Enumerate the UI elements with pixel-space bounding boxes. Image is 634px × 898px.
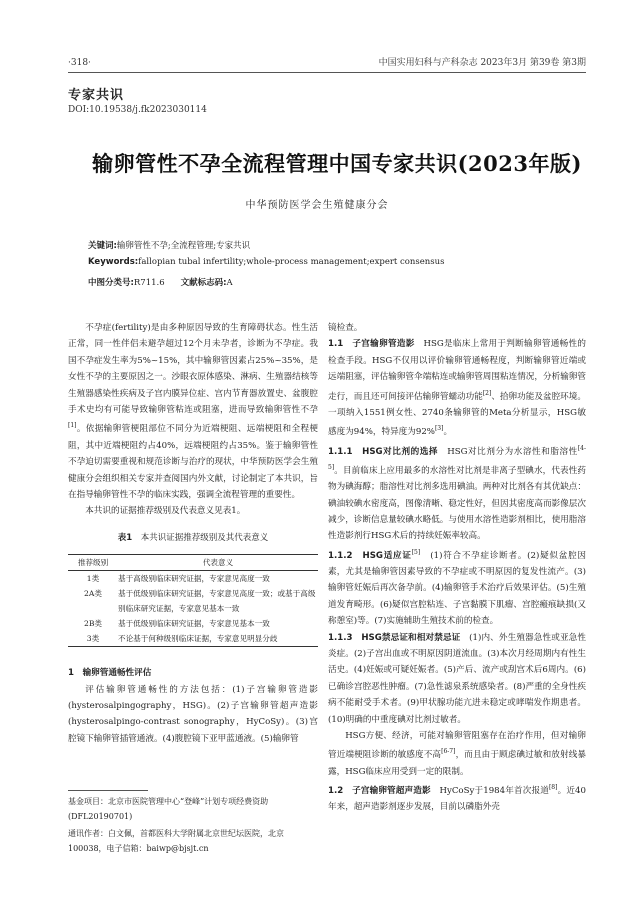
- table-cell: 基于低级别临床研究证据，专家意见高度一致；或基于高级别临床研究证据，专家意见基本一致: [118, 589, 316, 614]
- section-1-1-1-text-2: 。目前临床上应用最多的水溶性对比剂是非离子型碘水，代表性药物为碘海醇；脂溶性对比剂多选用碘油。两种对比剂各有其优缺点：碘油较碘水密度高，图像清晰、稳定性好，但因其密度高而影像层次减少，诊断信息量较碘水略低。与使用水溶性造影剂相比，使用脂溶性造影剂行HSG术后的持续妊娠率较高。: [328, 465, 586, 542]
- footnote-fund: 基金项目：北京市医院管理中心“登峰”计划专项经费资助(DFL20190701): [68, 797, 269, 821]
- citation-3[interactable]: [3]: [434, 425, 444, 433]
- doc-code-label: 文献标志码:: [180, 278, 227, 288]
- section-1-heading: 1 输卵管通畅性评估: [68, 668, 152, 679]
- clc-value: R711.6: [133, 278, 165, 288]
- table-header-row: [68, 555, 318, 571]
- section-1-1-3-heading: 1.1.3 HSG禁忌证和相对禁忌证: [328, 632, 461, 643]
- citation-4-5[interactable]: [4-5]: [328, 444, 586, 471]
- intro-paragraph-2: 本共识的证据推荐级别及代表意义见表1。: [85, 506, 246, 517]
- intro-text-1: 不孕症(fertility)是由多种原因导致的生育障碍状态。性生活正常，同一性伴侣未避孕超过12个月未孕者，诊断为不孕症。我国不孕症发生率为5%~15%，其中输卵管因素占25%~35%，是女性不孕的主要原因之一。沙眼衣原体感染、淋病、生殖器结核等生殖器感染性疾病及子宫内膜异位症、宫内节育器放置史、盆腹腔手术史均有可能导致输卵管粘连或阻塞，进而导致输卵管性不孕: [68, 323, 318, 416]
- correspondence-text: 白文佩，首都医科大学附属北京世纪坛医院，北京 100038，电子信箱：baiwp@bjsjt.cn: [68, 829, 284, 853]
- section-1-1-text: HSG是临床上常用于判断输卵管通畅性的检查手段。HSG不仅用以评价输卵管通畅程度，判断输卵管近端或远端阻塞，评估输卵管伞端粘连或输卵管周围粘连情况，分析输卵管走行，而且还可间接评估输卵管蠕动功能: [328, 339, 586, 402]
- header-rule: [68, 72, 586, 73]
- keywords-en-label: Keywords:: [88, 257, 139, 267]
- journal-name: 中国实用妇科与产科杂志 2023年3月 第39卷 第3期: [378, 58, 586, 68]
- author-org: 中华预防医学会生殖健康分会: [245, 200, 389, 211]
- citation-2[interactable]: [2]: [482, 389, 492, 397]
- classification-line: [88, 276, 233, 288]
- table-cell: 2A类: [84, 589, 102, 599]
- keywords-cn: [88, 239, 250, 251]
- citation-8[interactable]: [8]: [548, 784, 558, 792]
- hsg-limitation-text-2: ，而且由于顾虑碘过敏和放射线暴露，HSG临床应用受到一定的限制。: [328, 750, 586, 777]
- section-1-1-2: [328, 545, 586, 630]
- correspondence-label: 通讯作者：: [68, 829, 108, 838]
- section-1-1-text-2: 、拾卵功能及盆腔环境。一项纳入1551例女性、2740条输卵管的Meta分析显示，HSG敏感度为94%，特异度为92%: [328, 391, 586, 438]
- section-1-1-3: [328, 630, 586, 728]
- doc-code-value: A: [226, 278, 233, 288]
- footnote-correspondence: [68, 826, 318, 856]
- doi: DOI:10.19538/j.fk2023030114: [68, 105, 207, 115]
- table-caption: [68, 530, 318, 546]
- table-cell: 3类: [86, 634, 100, 644]
- table-row: [68, 631, 318, 647]
- page-number: ·318·: [68, 58, 91, 68]
- running-head: [68, 56, 586, 70]
- citation-5[interactable]: [5]: [411, 548, 421, 556]
- table-caption-label: 表1: [117, 532, 133, 543]
- table-header-meaning: 代表意义: [202, 558, 234, 568]
- keywords-cn-label: 关键词:: [88, 241, 117, 251]
- keywords-cn-text: 输卵管性不孕;全流程管理;专家共识: [116, 241, 251, 251]
- right-column: [328, 320, 586, 816]
- section-1-1: [328, 336, 586, 440]
- section-1-2-heading: 1.2 子宫输卵管超声造影: [328, 785, 431, 796]
- section-1-2-text: HyCoSy于1984年首次报道: [439, 785, 549, 796]
- intro-paragraph: [68, 320, 318, 503]
- continuation-text: 镜检查。: [328, 323, 363, 333]
- footnote-rule: [68, 790, 148, 791]
- clc-label: 中图分类号:: [88, 278, 134, 288]
- table-cell: 基于高级别临床研究证据，专家意见高度一致: [118, 574, 270, 584]
- table-caption-text: 本共识证据推荐级别及其代表意义: [140, 532, 269, 543]
- table-header-level: 推荐级别: [77, 558, 109, 568]
- citation-6-7[interactable]: [6-7]: [441, 748, 456, 756]
- section-1-1-1: [328, 441, 586, 545]
- table-row: [68, 571, 318, 587]
- section-1-1-2-text: (1)符合不孕症诊断者。(2)疑似盆腔因素，尤其是输卵管因素导致的不孕症或不明原因的复发性流产。(3)输卵管妊娠后再次备孕前。(4)输卵管手术治疗后效果评估。(5)生殖道发育畸形。(6)疑似宫腔粘连、子宫黏膜下肌瘤、宫腔瘢痕缺损(又称憩室)等。(7)实施辅助生殖技术前的检查。: [328, 550, 586, 627]
- section-1-1-heading: 1.1 子宫输卵管造影: [328, 339, 415, 350]
- section-1-1-2-heading: 1.1.2 HSG适应证: [328, 550, 412, 561]
- section-1-paragraph: 评估输卵管通畅性的方法包括：(1)子宫输卵管造影(hysterosalpingography，HSG)。(2)子宫输卵管超声造影(hysterosalpingo-contrast sonography，HyCoSy)。(3)宫腔镜下输卵管插管通液。(4)腹腔镜下亚甲蓝通液。(5)输卵管: [68, 684, 318, 744]
- section-1-1-3-text: (1)内、外生殖器急性或亚急性炎症。(2)子宫出血或不明原因阴道流血。(3)本次月经周期内有性生活史。(4)妊娠或可疑妊娠者。(5)产后、流产或刮宫术后6周内。(6)已确诊宫腔恶性肿瘤。(7)急性滤泉系统感染者。(8)严重的全身性疾病不能耐受手术者。(9)甲状腺功能亢进未稳定或哮喘发作期患者。(10)明确的中重度碘对比剂过敏者。: [328, 632, 586, 725]
- section-1-2-text-2: 。近40年来，超声造影剂逐步发展，目前以磷脂外壳: [328, 785, 586, 813]
- table-row: [68, 616, 318, 631]
- paper-title: 输卵管性不孕全流程管理中国专家共识(2023年版): [92, 151, 582, 176]
- table-row: [68, 586, 318, 616]
- keywords-en: [88, 257, 444, 267]
- table-cell: 1类: [86, 574, 100, 584]
- column-tag: 专家共识: [68, 88, 125, 103]
- hsg-limitation-text: HSG方便、经济，可能对输卵管阻塞存在治疗作用，但对输卵管近端梗阻诊断的敏感度不高: [328, 731, 586, 761]
- section-1-1-1-text: HSG对比剂分为水溶性和脂溶性: [447, 446, 578, 457]
- left-column: [68, 320, 318, 747]
- table-cell: 基于低级别临床研究证据，专家意见基本一致: [118, 619, 270, 629]
- keywords-en-text: fallopian tubal infertility;whole-process management;expert consensus: [138, 257, 445, 267]
- section-1-1-1-heading: 1.1.1 HSG对比剂的选择: [328, 446, 439, 457]
- evidence-table: [68, 554, 318, 647]
- table-cell: 不论基于何种级别临床证据，专家意见明显分歧: [118, 634, 278, 644]
- citation-1[interactable]: [1]: [68, 422, 77, 430]
- table-cell: 2B类: [83, 619, 102, 629]
- section-1-2: [328, 780, 586, 816]
- section-1-1-end: 。: [443, 427, 453, 438]
- hsg-limitation-paragraph: [328, 728, 586, 780]
- intro-text-2: 。依据输卵管梗阻部位不同分为近端梗阻、远端梗阻和全程梗阻，其中近端梗阻约占40%，远端梗阻约占35%。鉴于输卵管性不孕迫切需要重视和规范诊断与治疗的现状，中华预防医学会生殖健康分会组织相关专家并查阅国内外文献，讨论制定了本共识，旨在指导输卵管性不孕的临床实践，强调全流程管理的重要性。: [68, 424, 318, 500]
